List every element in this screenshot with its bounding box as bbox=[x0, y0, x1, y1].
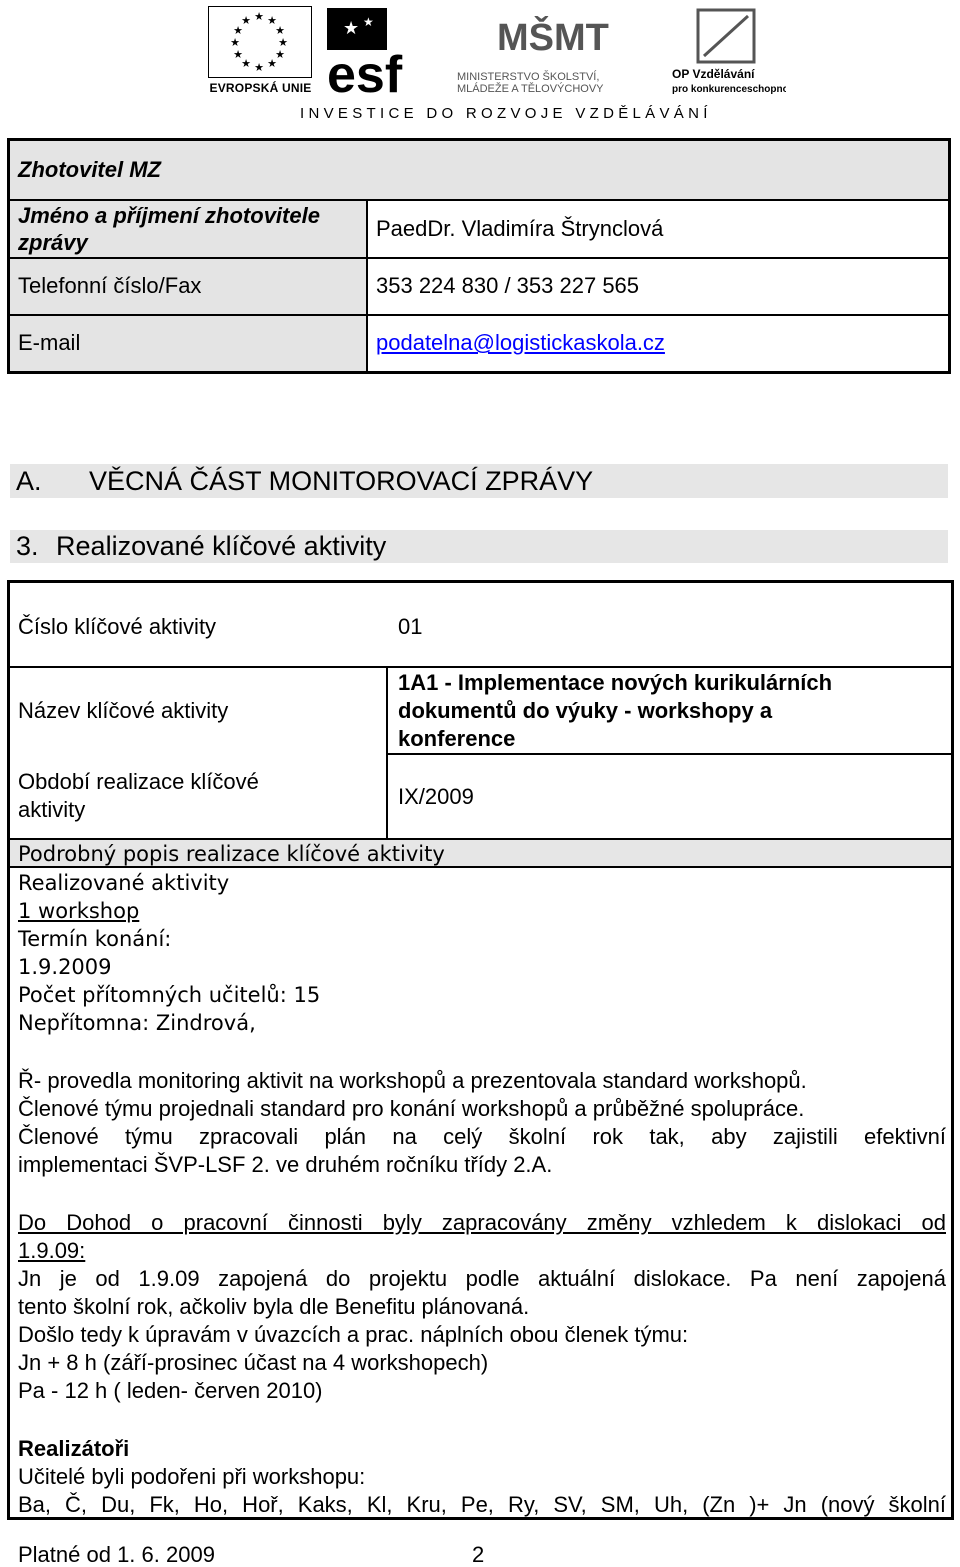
svg-text:★: ★ bbox=[275, 25, 285, 37]
svg-text:★: ★ bbox=[363, 15, 374, 29]
para2-line6: Jn + 8 h (září-prosinec účast na 4 workshopech) bbox=[18, 1350, 489, 1375]
section-3-title: Realizované klíčové aktivity bbox=[56, 531, 387, 561]
name-label: Jméno a příjmení zhotovitele zprávy bbox=[9, 200, 368, 258]
esf-logo bbox=[325, 6, 433, 96]
svg-text:★: ★ bbox=[241, 58, 251, 70]
page-number: 2 bbox=[472, 1542, 485, 1567]
msmt-line2: MLÁDEŽE A TĚLOVÝCHOVY bbox=[457, 83, 604, 95]
eu-logo bbox=[208, 6, 313, 94]
workshop-line bbox=[18, 897, 139, 925]
email-cell bbox=[367, 315, 950, 373]
op-logo bbox=[668, 6, 786, 96]
implementers-heading: Realizátoři bbox=[18, 1436, 130, 1461]
period-label-line2: aktivity bbox=[18, 797, 86, 822]
section-3-number: 3. bbox=[16, 531, 39, 561]
name-value: PaedDr. Vladimíra Štrynclová bbox=[367, 200, 950, 258]
activity-name-line1: 1A1 - Implementace nových kurikulárních bbox=[398, 670, 833, 695]
svg-text:★: ★ bbox=[230, 37, 240, 49]
para2-line3: Jn je od 1.9.09 zapojená do projektu podle aktuální dislokace. Pa není zapojená bbox=[18, 1266, 946, 1291]
eu-label: EVROPSKÁ UNIE bbox=[209, 81, 312, 95]
msmt-line1: MINISTERSTVO ŠKOLSTVÍ, bbox=[457, 71, 600, 83]
email-label: E-mail bbox=[9, 315, 368, 373]
msmt-logo bbox=[455, 6, 633, 96]
period-label-line1: Období realizace klíčové bbox=[18, 769, 259, 794]
svg-text:★: ★ bbox=[254, 62, 264, 74]
section-a-heading bbox=[10, 464, 948, 498]
implementers-line2: Ba, Č, Du, Fk, Ho, Hoř, Kaks, Kl, Kru, Pe, Ry, SV, SM, Uh, (Zn )+ Jn (nový školní bbox=[18, 1492, 946, 1517]
workshop-text: 1 workshop bbox=[18, 899, 140, 923]
section-a-title: VĚCNÁ ČÁST MONITOROVACÍ ZPRÁVY bbox=[89, 466, 594, 496]
svg-text:★: ★ bbox=[233, 49, 243, 61]
svg-text:★: ★ bbox=[343, 18, 360, 38]
phone-value: 353 224 830 / 353 227 565 bbox=[367, 258, 950, 315]
section-3-heading bbox=[10, 530, 948, 563]
teachers-count: Počet přítomných učitelů: 15 bbox=[18, 983, 321, 1007]
para2-line7: Pa - 12 h ( leden- červen 2010) bbox=[18, 1378, 323, 1403]
eu-flag-icon bbox=[208, 6, 312, 78]
activity-name-line3: konference bbox=[398, 726, 516, 751]
section-a-number: A. bbox=[16, 466, 42, 496]
para1-line1: Ř- provedla monitoring aktivit na workshopů a prezentovala standard workshopů. bbox=[18, 1068, 807, 1093]
svg-text:★: ★ bbox=[233, 25, 243, 37]
svg-text:★: ★ bbox=[267, 58, 277, 70]
para2-line4: tento školní rok, ačkoliv byla dle Benefitu plánovaná. bbox=[18, 1294, 530, 1319]
date-value: 1.9.2009 bbox=[18, 955, 112, 979]
para1-line4: implementaci ŠVP-LSF 2. ve druhém ročníku třídy 2.A. bbox=[18, 1152, 553, 1177]
op-line2: pro konkurenceschopnost bbox=[672, 84, 786, 95]
msmt-label: MŠMT bbox=[497, 17, 609, 59]
investment-slogan: INVESTICE DO ROZVOJE VZDĚLÁVÁNÍ bbox=[300, 105, 712, 122]
footer-valid-from: Platné od 1. 6. 2009 bbox=[18, 1542, 215, 1567]
op-line1: OP Vzdělávání bbox=[672, 67, 755, 81]
implementers-line1: Učitelé byli podořeni při workshopu: bbox=[18, 1464, 366, 1489]
para2-line2: 1.9.09: bbox=[18, 1238, 86, 1263]
activity-number-label: Číslo klíčové aktivity bbox=[18, 614, 217, 639]
contractor-title: Zhotovitel MZ bbox=[9, 140, 950, 200]
date-label: Termín konání: bbox=[18, 927, 172, 951]
svg-text:★: ★ bbox=[267, 15, 277, 27]
para2-line5: Došlo tedy k úpravám v úvazcích a prac. náplních obou členek týmu: bbox=[18, 1322, 689, 1347]
para1-line3: Členové týmu zpracovali plán na celý školní rok tak, aby zajistili efektivní bbox=[18, 1124, 946, 1149]
detail-label: Podrobný popis realizace klíčové aktivity bbox=[18, 842, 445, 866]
phone-label: Telefonní číslo/Fax bbox=[9, 258, 368, 315]
activity-name-line2: dokumentů do výuky - workshopy a bbox=[398, 698, 773, 723]
activity-box bbox=[7, 580, 954, 1520]
email-link[interactable]: podatelna@logistickaskola.cz bbox=[376, 330, 665, 356]
svg-text:★: ★ bbox=[275, 49, 285, 61]
contractor-table bbox=[7, 138, 951, 374]
activity-number-value: 01 bbox=[398, 614, 423, 639]
para2-line1: Do Dohod o pracovní činnosti byly zapracovány změny vzhledem k dislokaci od bbox=[18, 1210, 946, 1235]
svg-text:★: ★ bbox=[278, 37, 288, 49]
activity-name-label: Název klíčové aktivity bbox=[18, 698, 229, 723]
period-value: IX/2009 bbox=[398, 784, 474, 809]
para1-line2: Členové týmu projednali standard pro konání workshopů a průběžné spolupráce. bbox=[18, 1096, 805, 1121]
realized-heading: Realizované aktivity bbox=[18, 871, 230, 895]
esf-label: esf bbox=[327, 46, 403, 96]
absent-line: Nepřítomna: Zindrová, bbox=[18, 1011, 256, 1035]
svg-text:★: ★ bbox=[241, 15, 251, 27]
svg-text:★: ★ bbox=[254, 11, 264, 23]
